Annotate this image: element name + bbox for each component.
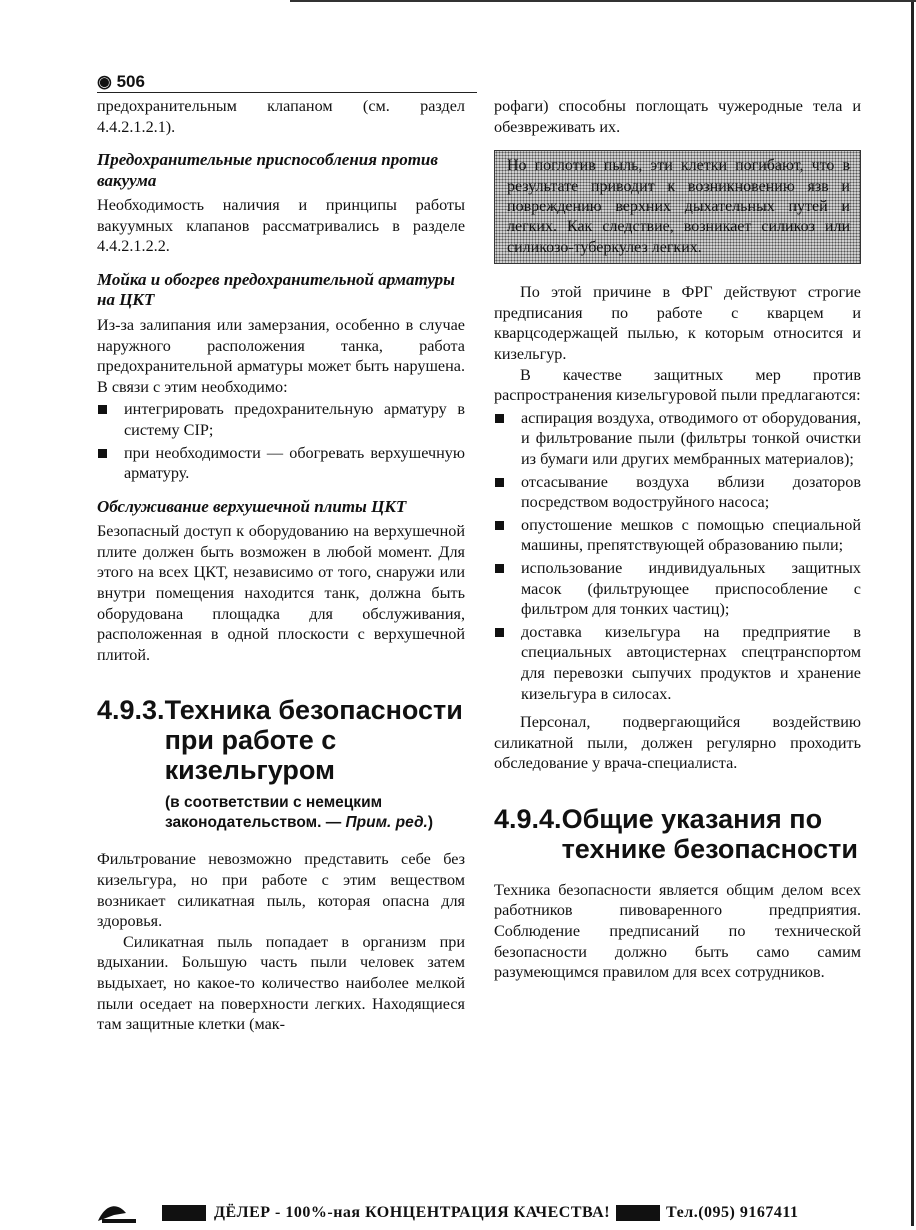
paragraph: По этой причине в ФРГ действуют строгие предписания по работе с кварцем и кварцсодержащей пылью, к которым относится и кизельгур. [494,283,861,363]
square-bullet-icon [495,628,504,637]
page-top-edge [290,0,916,2]
paragraph: Фильтрование невозможно представить себе без кизельгура, но при работе с этим веществом возникает силикатная пыль, которая опасна для здоровья. [97,850,465,931]
paragraph: Силикатная пыль попадает в организм при вдыхании. Большую часть пыли человек затем выдыхает, но какое-то количество наиболее мелкой пыли оседает на поверхности легких. Находящиеся там защитные клетки (мак- [97,932,465,1034]
section-number: 4.9.3. [97,695,165,726]
square-bullet-icon [495,478,504,487]
section-title: Техника безопасности при работе с кизельгуром [164,695,463,786]
section-title: Общие указания по технике безопасности [561,803,858,864]
subheading: Предохранительные приспособления против вакуума [97,150,438,190]
paragraph: В качестве защитных мер против распространения кизельгуровой пыли предлагаются: [494,365,861,405]
paragraph: Персонал, подвергающийся воздействию силикатной пыли, должен регулярно проходить обследование у врача-специалиста. [494,713,861,773]
header-rule [97,92,477,93]
bird-logo-icon [96,1201,158,1225]
footer-bar [162,1205,206,1221]
list-item: доставка кизельгура на предприятие в специальных автоцистернах спецтранспортом для перевозки сыпучих продуктов и хранение кизельгура в силосах. [494,622,861,704]
footer-phone: Тел.(095) 9167411 [666,1204,799,1221]
footer-bar [616,1205,660,1221]
list-item: аспирация воздуха, отводимого от оборудования, и фильтрование пыли (фильтры тонкой очистки из бумаги или других мембранных материалов); [494,408,861,470]
page-number: ◉ 506 [97,72,145,91]
bullet-list [494,408,861,704]
left-column [97,96,465,1035]
editor-note: (в соответствии с немецким законодательством. — Прим. ред.) [165,794,434,832]
list-item: интегрировать предохранительную арматуру в систему CIP; [97,399,465,440]
paragraph: Безопасный доступ к оборудованию на верхушечной плите должен быть возможен в любой момент. Для этого на всех ЦКТ, независимо от того, снаружи или внутри помещения находится танк, должна быть оборудована площадка для обслуживания, расположенная в одной плоскости с верхушечной плитой. [97,522,465,664]
paragraph: Необходимость наличия и принципы работы вакуумных клапанов рассматривались в разделе 4.4.2.1.2.2. [97,196,465,256]
footer-slogan: ДЁЛЕР - 100%-ная КОНЦЕНТРАЦИЯ КАЧЕСТВА! [214,1204,611,1221]
section-number: 4.9.4. [494,803,562,834]
subheading: Обслуживание верхушечной плиты ЦКТ [97,496,407,516]
page-header [97,72,477,96]
square-bullet-icon [495,564,504,573]
paragraph: рофаги) способны поглощать чужеродные тела и обезвреживать их. [494,97,861,136]
subheading: Мойка и обогрев предохранительной арматуры на ЦКТ [97,269,455,310]
square-bullet-icon [495,414,504,423]
bullet-list [97,399,465,483]
square-bullet-icon [98,405,107,414]
list-item: отсасывание воздуха вблизи дозаторов посредством водоструйного насоса; [494,472,861,513]
paragraph: Техника безопасности является общим делом всех работников пивоваренного предприятия. Соблюдение предписаний по технической безопасности должно быть само самим разумеющимся правилом для всех сотрудников. [494,880,861,982]
list-item: использование индивидуальных защитных масок (фильтрующее приспособление с фильтром для тонких частиц); [494,558,861,620]
square-bullet-icon [495,521,504,530]
paragraph: Из-за залипания или замерзания, особенно в случае наружного расположения танка, работа предохранительной арматуры может быть нарушена. В связи с этим необходимо: [97,315,465,396]
section-heading [97,695,465,785]
highlight-box: Но поглотив пыль, эти клетки погибают, что в результате приводит к возникновению язв и повреждению верхних дыхательных путей и легких. Как следствие, возникает силикоз или силикозо-туберкулез легких. [494,150,861,264]
section-heading [494,804,861,864]
paragraph: предохранительным клапаном (см. раздел 4.4.2.1.2.1). [97,97,465,136]
list-item: при необходимости — обогревать верхушечную арматуру. [97,443,465,484]
square-bullet-icon [98,449,107,458]
page-edge [911,0,914,1226]
page-bullet-icon: ◉ [97,72,112,91]
right-column [494,96,861,983]
list-item: опустошение мешков с помощью специальной машины, препятствующей образованию пыли; [494,515,861,556]
spacer [494,864,861,880]
dealer-logo [96,1201,158,1225]
page-footer [96,1200,866,1226]
